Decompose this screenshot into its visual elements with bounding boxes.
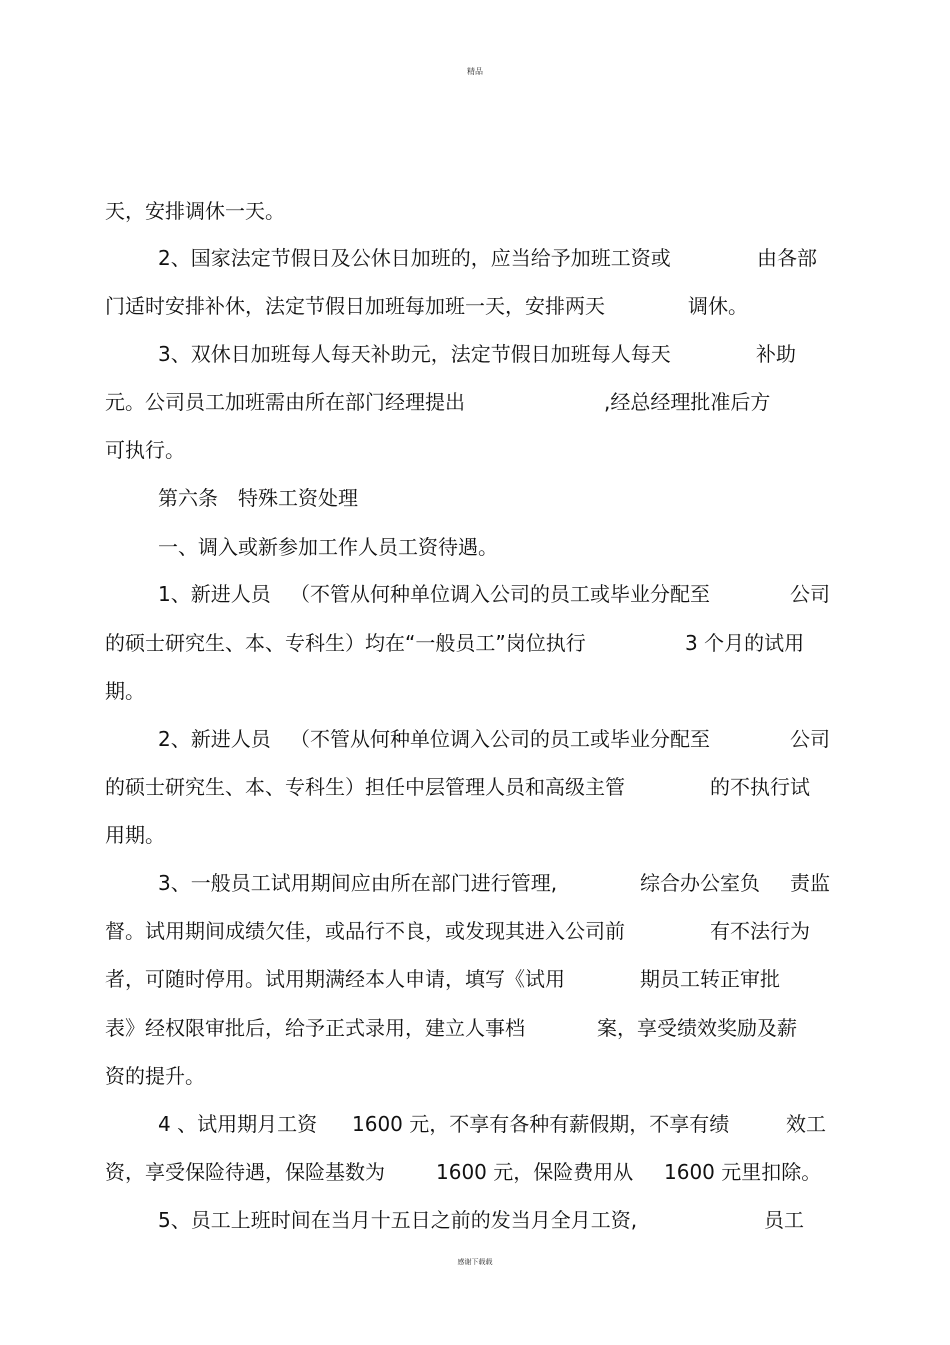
text-line: 由各部 [757,246,817,270]
text-line: 5、员工上班时间在当月十五日之前的发当月全月工资, [158,1208,638,1232]
text-line: 3、一般员工试用期间应由所在部门进行管理, [158,871,558,895]
text-line: 1、新进人员 [158,582,271,606]
text-line: 一、调入或新参加工作人员工资待遇。 [158,535,498,559]
text-line: 效工 [786,1112,826,1136]
text-line: 调休。 [688,294,748,318]
text-line: 督。试用期间成绩欠佳，或品行不良，或发现其进入公司前 [105,919,625,943]
text-line: 期。 [105,679,145,703]
text-line: 资的提升。 [105,1064,205,1088]
text-line: 公司 [790,582,830,606]
text-line: 员工 [764,1208,804,1232]
text-line: 资，享受保险待遇，保险基数为 [105,1160,385,1184]
text-line: 3 个月的试用 [685,631,805,655]
text-line: 可执行。 [105,438,185,462]
page-footer: 感谢下载载 [457,1258,493,1266]
text-line: 天，安排调休一天。 [105,199,285,223]
text-line: 1600 元，保险费用从 [436,1160,634,1184]
text-line: 第六条 特殊工资处理 [158,486,358,510]
text-line: 者，可随时停用。试用期满经本人申请，填写《试用 [105,967,565,991]
text-line: 的硕士研究生、本、专科生）担任中层管理人员和高级主管 [105,775,625,799]
text-line: 公司 [790,727,830,751]
text-line: 4 、试用期月工资 [158,1112,318,1136]
text-line: 1600 元里扣除。 [664,1160,822,1184]
text-line: ,经总经理批准后方 [604,390,771,414]
text-line: 有不法行为 [710,919,810,943]
text-line: 2、新进人员 [158,727,271,751]
text-line: 1600 元，不享有各种有薪假期，不享有绩 [352,1112,730,1136]
text-line: 补助 [756,342,796,366]
text-line: 表》经权限审批后，给予正式录用，建立人事档 [105,1016,525,1040]
text-line: 的不执行试 [710,775,810,799]
text-line: 综合办公室负 [640,871,760,895]
text-line: 元。公司员工加班需由所在部门经理提出 [105,390,465,414]
text-line: 门适时安排补休，法定节假日加班每加班一天，安排两天 [105,294,605,318]
text-line: （不管从何种单位调入公司的员工或毕业分配至 [290,582,710,606]
text-line: 用期。 [105,823,165,847]
text-line: 2、国家法定节假日及公休日加班的，应当给予加班工资或 [158,246,671,270]
text-line: 案，享受绩效奖励及薪 [597,1016,797,1040]
text-line: 的硕士研究生、本、专科生）均在“一般员工”岗位执行 [105,631,586,655]
page-header: 精品 [467,67,483,76]
text-line: 责监 [790,871,830,895]
text-line: 3、双休日加班每人每天补助元，法定节假日加班每人每天 [158,342,671,366]
text-line: （不管从何种单位调入公司的员工或毕业分配至 [290,727,710,751]
text-line: 期员工转正审批 [640,967,780,991]
